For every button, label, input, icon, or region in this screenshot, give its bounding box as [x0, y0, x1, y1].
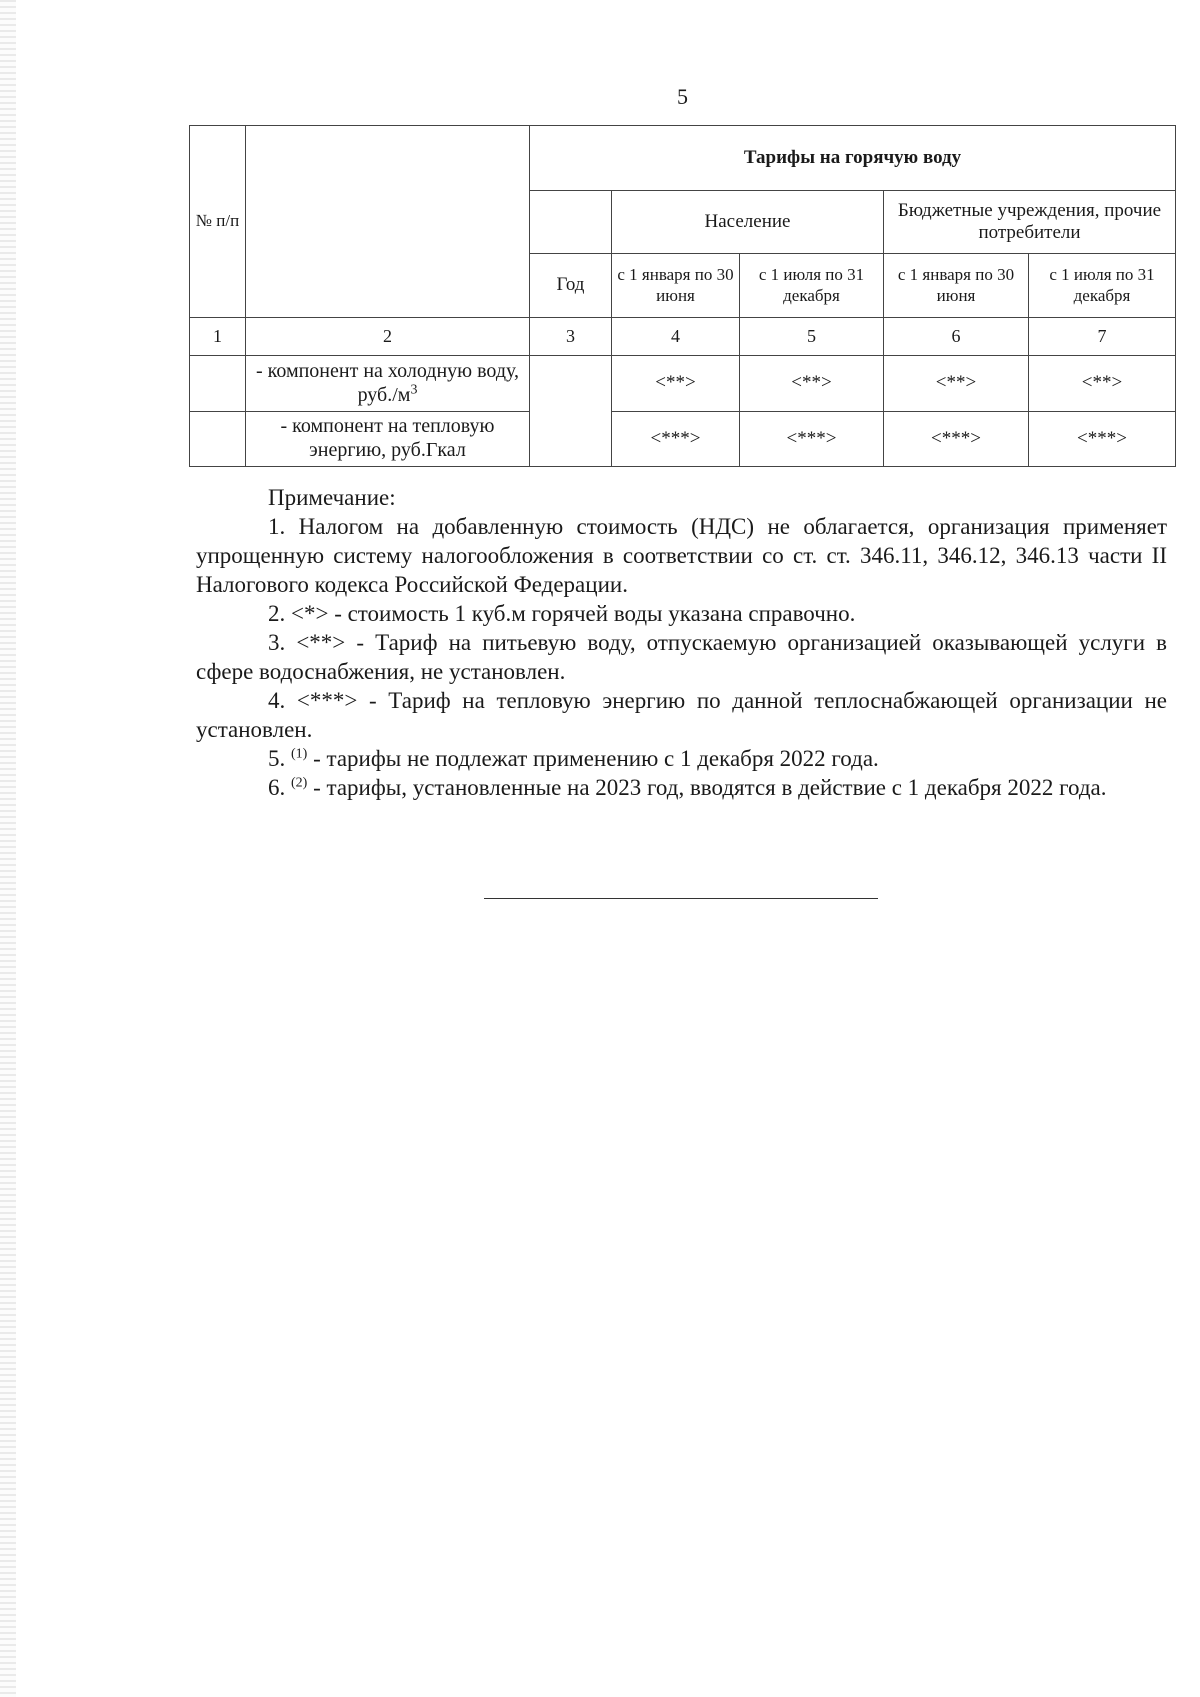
- note-item: 2. <*> - стоимость 1 куб.м горячей воды указана справочно.: [268, 601, 856, 626]
- notes-section: [196, 483, 1167, 802]
- col-name-header: [246, 126, 530, 318]
- tariff-cell: <***>: [884, 412, 1029, 467]
- budget-period-2-header: с 1 июля по 31 декабря: [1029, 254, 1176, 318]
- page-number: 5: [677, 84, 688, 109]
- budget-group-header: Бюджетные учреждения, прочие потребители: [884, 191, 1176, 254]
- column-index: 5: [740, 318, 884, 356]
- row-number: [190, 412, 246, 467]
- closing-rule: [484, 898, 878, 899]
- column-index: 7: [1029, 318, 1176, 356]
- population-group-header: Население: [612, 191, 884, 254]
- table-row: [190, 356, 1176, 412]
- column-index-row: [190, 318, 1176, 356]
- year-header: Год: [530, 254, 612, 318]
- tariff-cell: <***>: [1029, 412, 1176, 467]
- note-item: 5. $^{(1)}$ - тарифы не подлежат применению с 1 декабря 2022 года.: [268, 746, 879, 771]
- budget-period-1-header: с 1 января по 30 июня: [884, 254, 1029, 318]
- column-index: 3: [530, 318, 612, 356]
- year-cell: [530, 356, 612, 467]
- column-index: 4: [612, 318, 740, 356]
- tariff-cell: <***>: [740, 412, 884, 467]
- tariff-cell: <**>: [740, 356, 884, 412]
- row-number: [190, 356, 246, 412]
- tariff-cell: <**>: [612, 356, 740, 412]
- blank-header-cell: [530, 191, 612, 254]
- tariff-cell: <***>: [612, 412, 740, 467]
- population-period-1-header: с 1 января по 30 июня: [612, 254, 740, 318]
- note-item: 3. <**> - Тариф на питьевую воду, отпускаемую организацией оказывающей услуги в сфере водоснабжения, не установлен.: [196, 630, 1167, 684]
- column-index: 1: [190, 318, 246, 356]
- tariff-table: [189, 125, 1176, 467]
- note-item: 4. <***> - Тариф на тепловую энергию по данной теплоснабжающей организации не установлен.: [196, 688, 1167, 742]
- row-label: - компонент на тепловую энергию, руб.Гкал: [246, 412, 530, 467]
- hot-water-tariffs-header: Тарифы на горячую воду: [530, 126, 1176, 191]
- scan-edge-artifact: [0, 0, 16, 1697]
- col-number-header: № п/п: [190, 126, 246, 318]
- note-item: 6. $^{(2)}$ - тарифы, установленные на 2023 год, вводятся в действие с 1 декабря 2022 года.: [268, 775, 1107, 800]
- notes-title: Примечание:: [268, 485, 396, 510]
- population-period-2-header: с 1 июля по 31 декабря: [740, 254, 884, 318]
- column-index: 6: [884, 318, 1029, 356]
- table-row: [190, 412, 1176, 467]
- note-item: 1. Налогом на добавленную стоимость (НДС) не облагается, организация применяет упрощенную систему налогообложения в соответствии со ст. ст. 346.11, 346.12, 346.13 части II Налогового кодекса Российской Федерации.: [196, 514, 1167, 597]
- tariff-cell: <**>: [1029, 356, 1176, 412]
- tariff-cell: <**>: [884, 356, 1029, 412]
- column-index: 2: [246, 318, 530, 356]
- row-label: - компонент на холодную воду, $руб./м^3$: [246, 356, 530, 412]
